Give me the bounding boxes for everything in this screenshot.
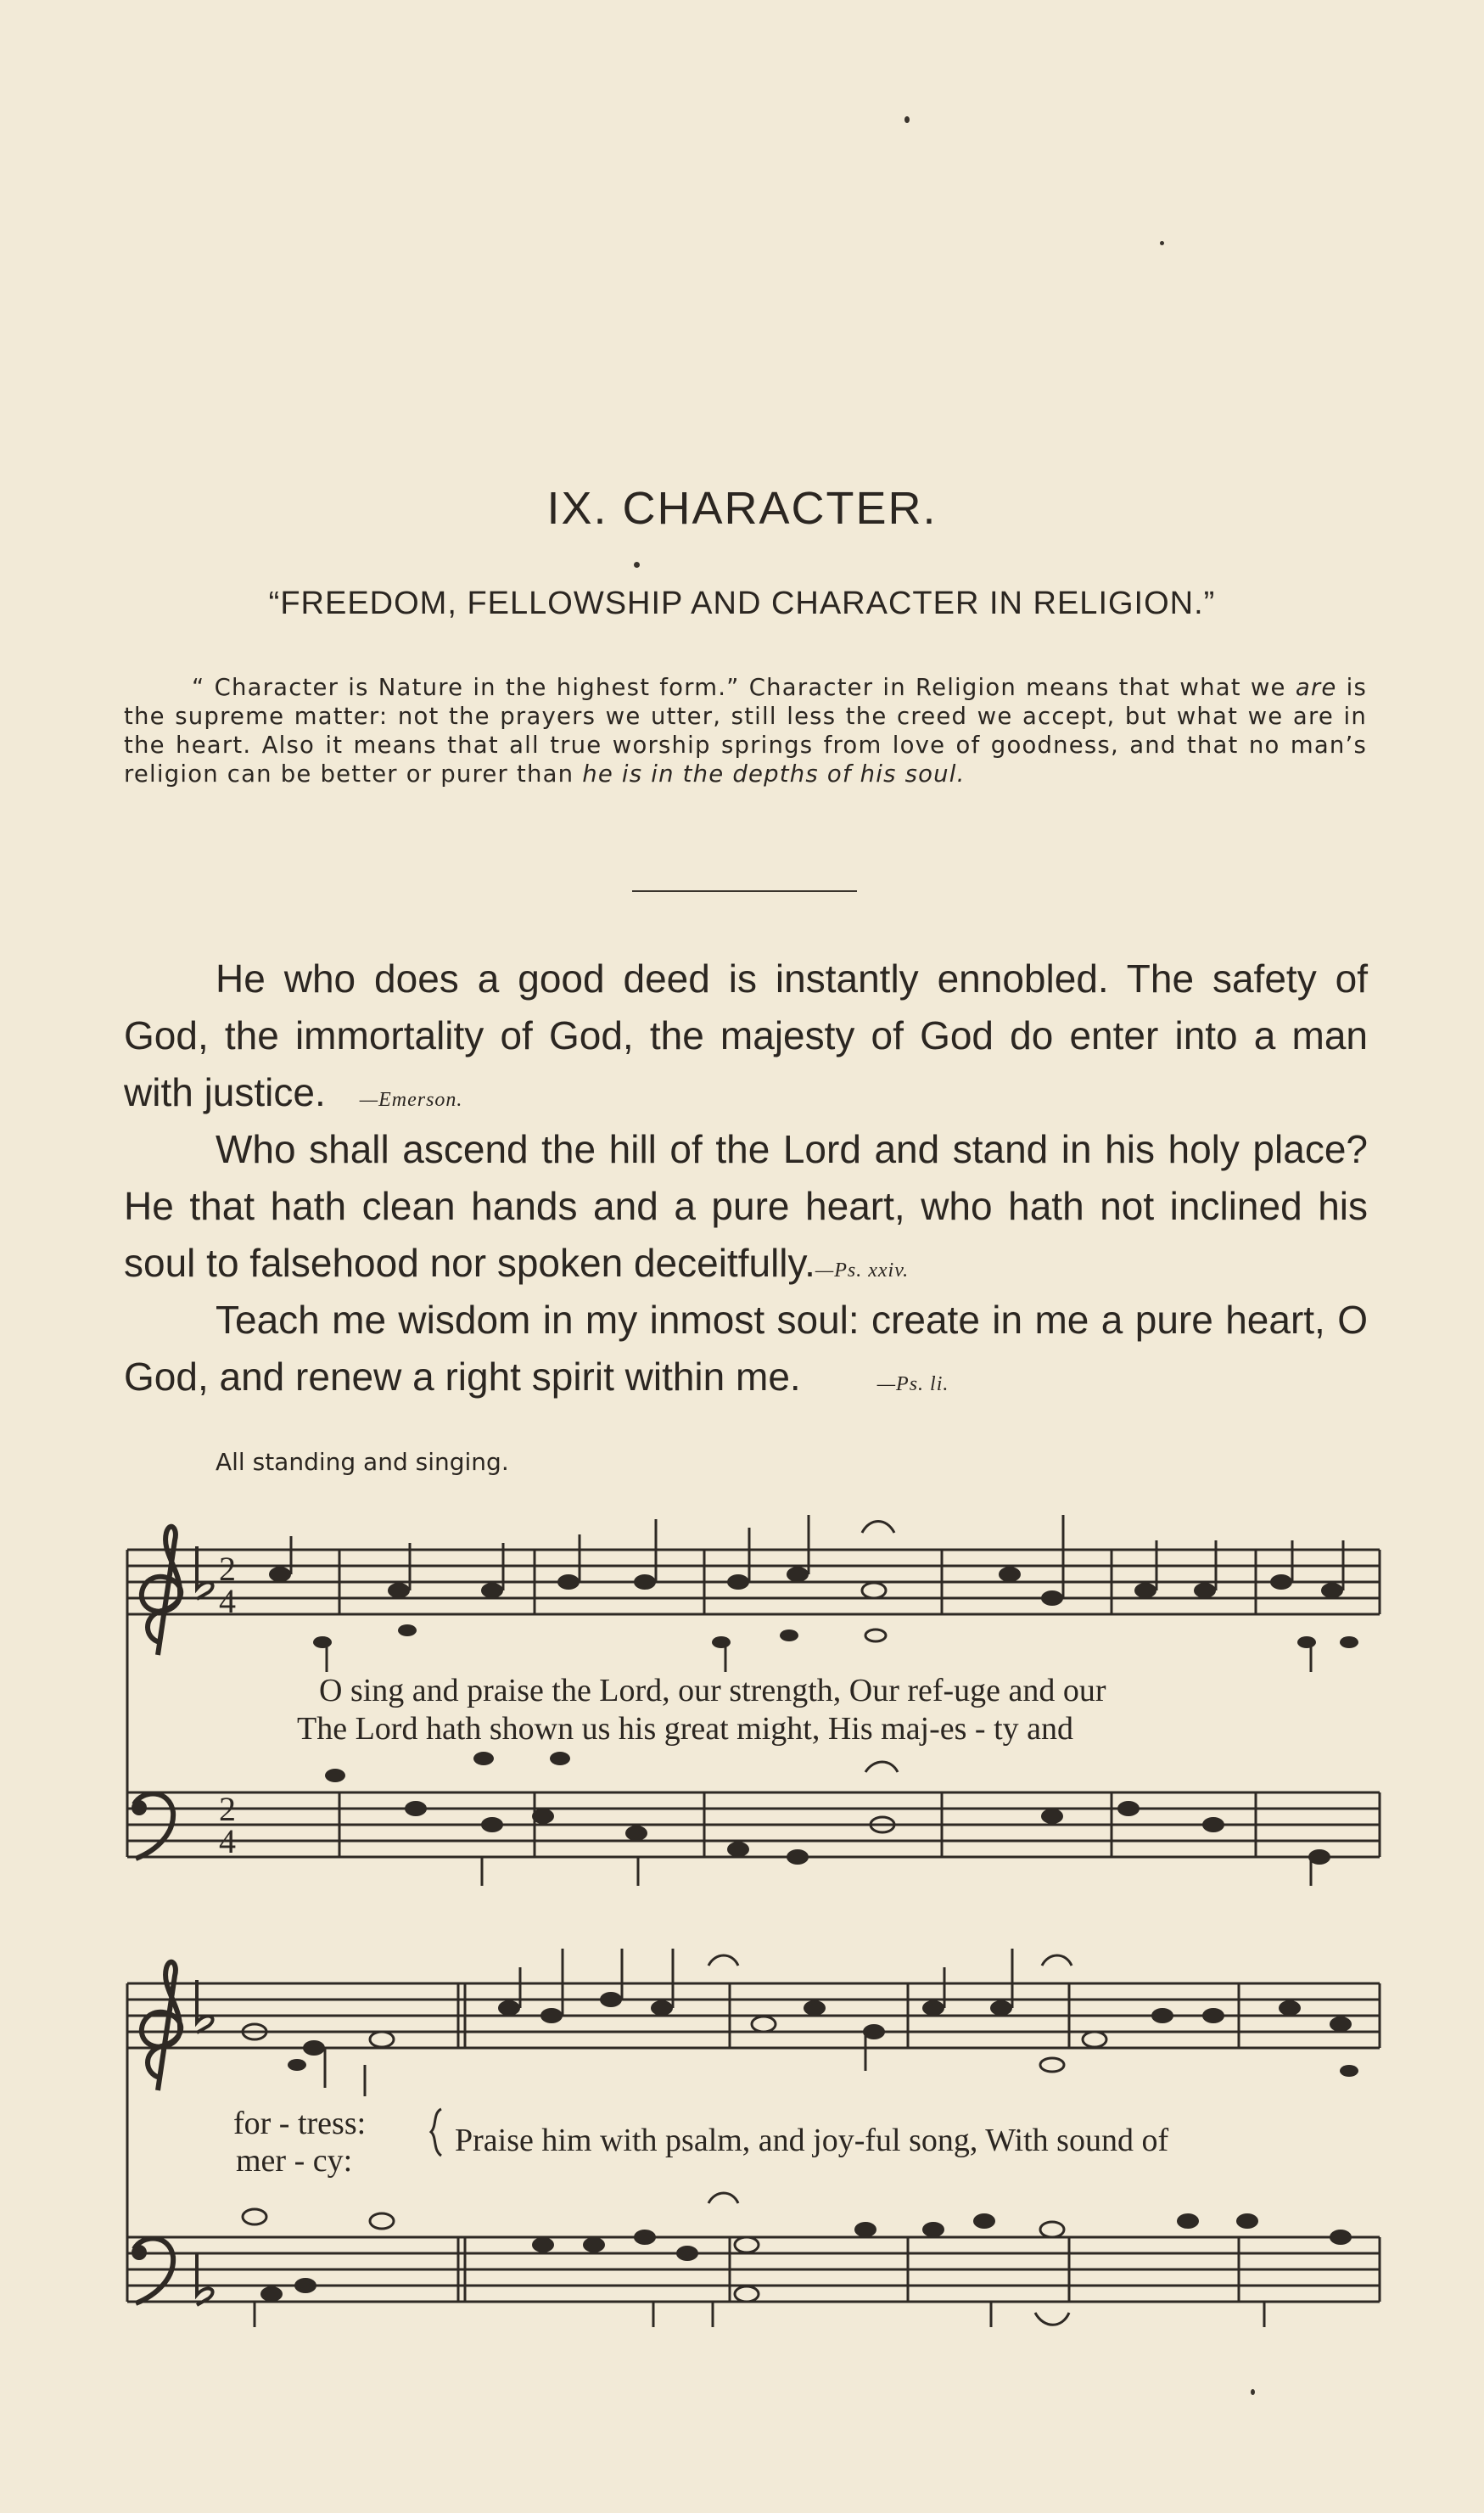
reading-attribution: —Emerson. [359, 1089, 463, 1111]
intro-emphasis: are [1295, 674, 1337, 701]
treble-clef-icon [142, 1962, 181, 2090]
lyric-system2-verse2-end: mer - cy: [236, 2143, 353, 2179]
subtitle: “FREEDOM, FELLOWSHIP AND CHARACTER IN RELIGION.” [268, 586, 1216, 621]
treble-notes-2 [243, 1992, 1358, 2077]
time-sig-bottom: 4 [219, 1582, 236, 1620]
bass-stems-2 [255, 2302, 1264, 2327]
fermata-icon [862, 1522, 894, 1534]
lyric-system1-verse1: O sing and praise the Lord, our strength, Our ref-uge and our [319, 1673, 1106, 1708]
reading-text: He who does a good deed is instantly ennobled. The safety of God, the immortality of God, the majesty of God do enter into a man with justice. [124, 956, 1368, 1114]
intro-text: “ Character is Nature in the highest form.” Character in Religion means that what we [192, 674, 1296, 701]
fermata-icon [708, 2193, 1069, 2325]
treble-notes-1 [269, 1567, 1358, 1648]
intro-text-2: is the supreme matter: not the prayers we utter, still less the creed we accept, but what we are in the heart. Also it means that all true worship springs from love of goodness, and that no man’s religion can be better or purer than [124, 674, 1367, 788]
brace-icon [431, 2109, 441, 2156]
chapter-title: IX. CHARACTER. [546, 483, 938, 534]
treble-staff-1 [127, 1550, 1380, 1614]
treble-clef-icon [142, 1527, 181, 1655]
lyric-system2-refrain: Praise him with psalm, and joy-ful song, With sound of [455, 2123, 1169, 2158]
bass-notes-2 [243, 2209, 1352, 2302]
bass-stems-1 [482, 1857, 1311, 1886]
bass-staff-2 [127, 2237, 1380, 2302]
intro-emphasis-end: he is in the depths of his soul. [582, 760, 966, 788]
key-signature-flat-icon [197, 1546, 213, 1599]
key-signature-flat-icon [197, 2252, 213, 2305]
lyric-system2-verse1-end: for - tress: [233, 2106, 367, 2141]
ink-speck [1251, 2389, 1255, 2395]
bass-staff-1 [127, 1792, 1380, 1857]
reading-attribution: —Ps. li. [876, 1373, 949, 1395]
performance-instruction: All standing and singing. [216, 1448, 509, 1476]
fermata-icon [708, 1955, 1072, 1966]
bass-clef-icon [134, 2238, 173, 2303]
treble-staff-2 [127, 1983, 1380, 2048]
bass-clef-icon [134, 1793, 173, 1859]
time-sig-top: 2 [219, 1790, 236, 1828]
reading-text: Teach me wisdom in my inmost soul: create in me a pure heart, O God, and renew a right spirit within me. [124, 1298, 1368, 1399]
reading-text: Who shall ascend the hill of the Lord and stand in his holy place? He that hath clean hands and a pure heart, who hath not inclined his soul to falsehood nor spoken deceitfully. [124, 1127, 1368, 1285]
time-sig-bottom: 4 [219, 1822, 236, 1860]
fermata-icon [865, 1762, 898, 1772]
reading-attribution: —Ps. xxiv. [815, 1259, 910, 1282]
time-sig-top: 2 [219, 1550, 236, 1588]
note-stems-1 [291, 1515, 1343, 1672]
key-signature-flat-icon [197, 1980, 213, 2033]
lyric-system1-verse2: The Lord hath shown us his great might, His maj-es - ty and [297, 1711, 1074, 1747]
